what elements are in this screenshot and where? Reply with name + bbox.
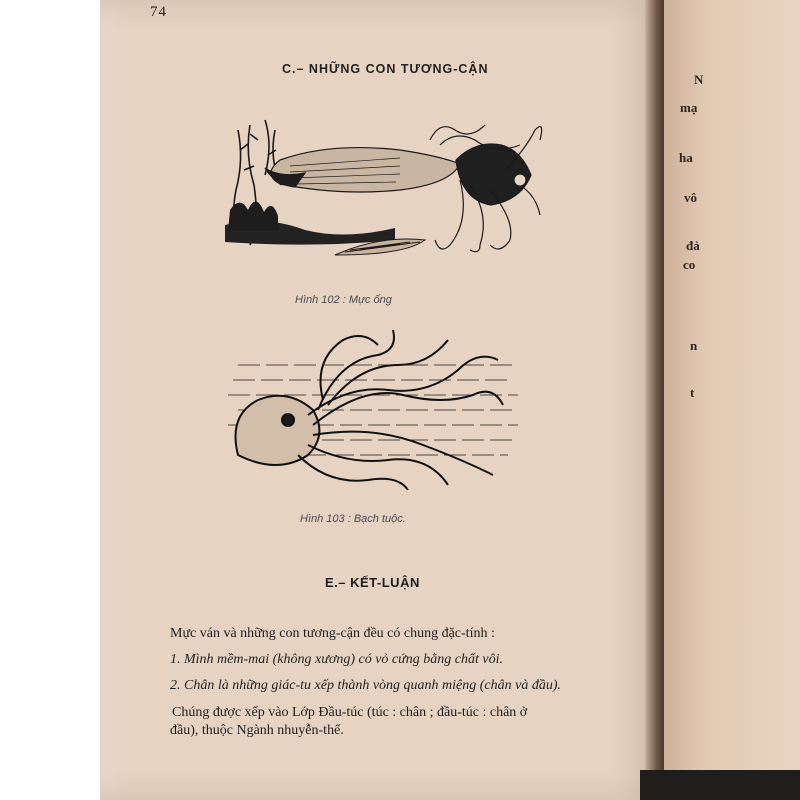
facing-page-fragment: N xyxy=(694,72,704,87)
facing-page-fragment: n xyxy=(690,338,698,353)
section-e-heading: E.– KẾT-LUẬN xyxy=(325,575,420,590)
body-item-1: 1. Mình mềm-mai (không xương) có vỏ cứng bằng chất vôi. xyxy=(170,652,503,667)
facing-page-fragment: mạ xyxy=(680,100,698,115)
figure-103-caption: Hình 103 : Bạch tuộc. xyxy=(300,513,406,525)
body-classification-line-1: Chúng được xếp vào Lớp Đầu-túc (túc : chân ; đầu-túc : chân ở xyxy=(172,705,528,720)
section-c-heading: C.– NHỮNG CON TƯƠNG-CẬN xyxy=(282,62,489,76)
body-classification-line-2: đầu), thuộc Ngành nhuyễn-thể. xyxy=(170,723,344,738)
body-item-2: 2. Chân là những giác-tu xếp thành vòng quanh miệng (chân và đầu). xyxy=(170,678,562,693)
page-number: 74 xyxy=(150,4,167,20)
squid-illustration xyxy=(220,110,560,290)
octopus-illustration xyxy=(228,325,528,500)
background-dark-corner xyxy=(640,770,800,800)
body-intro: Mực ván và những con tương-cận đều có chung đặc-tính : xyxy=(170,626,495,641)
facing-page-fragment: co xyxy=(683,257,696,272)
background-left xyxy=(0,0,100,800)
figure-102-caption: Hình 102 : Mực ống xyxy=(295,294,392,306)
facing-page-fragment: vô xyxy=(684,190,697,205)
facing-page xyxy=(664,0,800,800)
facing-page-fragment: t xyxy=(690,385,695,400)
facing-page-fragment: ha xyxy=(679,150,693,165)
facing-page-fragment: đả xyxy=(686,238,700,253)
